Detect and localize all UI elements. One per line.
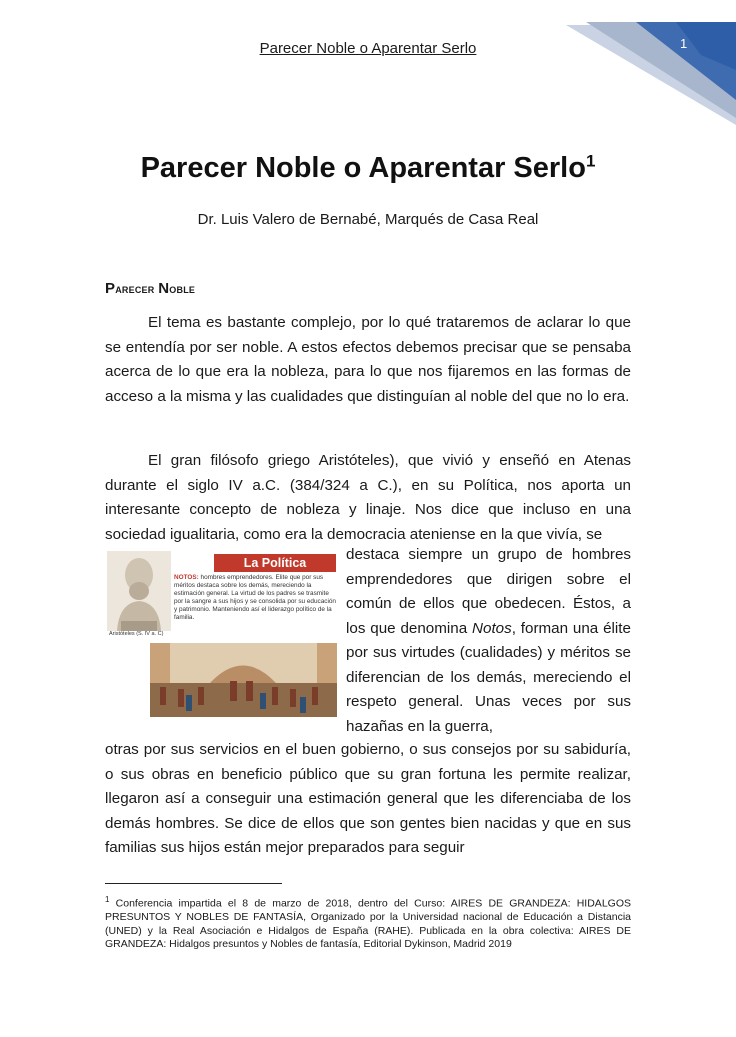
page-number: 1: [680, 36, 688, 51]
author-line: Dr. Luis Valero de Bernabé, Marqués de Casa Real: [197, 211, 539, 228]
running-title: Parecer Noble o Aparentar Serlo: [259, 40, 477, 57]
paragraph-2: El gran filósofo griego Aristóteles), que vivió y enseñó en Atenas durante el siglo IV a.C. (384/324 a C.), en su Política, nos aporta un interesante concepto de nobleza y linaje. Nos dice que incluso en una sociedad igualitaria, como era la democracia ateniense en la que vivía, se: [105, 452, 631, 543]
wrapped-paragraph: [346, 543, 631, 739]
figure-banner: La Política: [214, 554, 336, 572]
school-of-athens-image: [150, 643, 337, 717]
politica-figure: [105, 551, 337, 717]
footnote-divider: [105, 883, 282, 884]
section-heading: Parecer Noble: [105, 280, 196, 297]
title-text: Parecer Noble o Aparentar Serlo: [140, 152, 586, 184]
paragraph-3: otras por sus servicios en el buen gobierno, o sus consejos por su sabiduría, o sus obras en beneficio público que su gran fortuna les permite realizar, llegaron así a conseguir una estimación general que les diferenciaba de los demás hombres. Se dice de ellos que son gentes bien nacidas y que en sus familias sus hijos están mejor preparados para seguir: [105, 741, 631, 856]
page-title: [0, 152, 736, 185]
figure-text: NOTOS: hombres emprendedores. Elite que por sus méritos destaca sobre los demás, mereciendo la estimación general. La virtud de los padres se trasmite por la sangre a sus hijos y se consolida por su educación y patrimonio. Manteniendo así el liderazgo político de la familia.: [174, 574, 336, 621]
paragraph-1: El tema es bastante complejo, por lo qué trataremos de aclarar lo que se entendía por ser noble. A estos efectos debemos precisar que se pensaba acerca de lo que era la nobleza, para lo que nos fijaremos en las formas de acceso a la misma y las cualidades que distinguían al noble del que no lo era.: [105, 314, 631, 405]
footnote: $^1$ Conferencia impartida el 8 de marzo de 2018, dentro del Curso: AIRES DE GRANDEZA: HIDALGOS PRESUNTOS Y NOBLES DE FANTASÍA, Organizado por la Universidad nacional de Educación a Distancia (UNED) y la Real Asociación e Hidalgos de España (RAHE). Publicada en la obra colectiva: AIRES DE GRANDEZA: Hidalgos presuntos y Nobles de fantasía, Editorial Dykinson, Madrid 2019: [105, 895, 631, 950]
aristotle-bust-image: [107, 551, 171, 631]
title-footnote-ref[interactable]: 1: [585, 151, 596, 171]
corner-decoration: [566, 0, 736, 125]
wrapped-text: destaca siempre un grupo de hombres emprendedores que dirigen sobre el común de ellos que obedecen. Éstos, a los que denomina Notos, forman una élite por sus virtudes (cualidades) y méritos se diferencian de los demás, mereciendo el respeto general. Unas veces por sus hazañas en la guerra,: [346, 546, 631, 735]
figure-caption: Aristóteles (S. IV a. C): [109, 631, 164, 637]
